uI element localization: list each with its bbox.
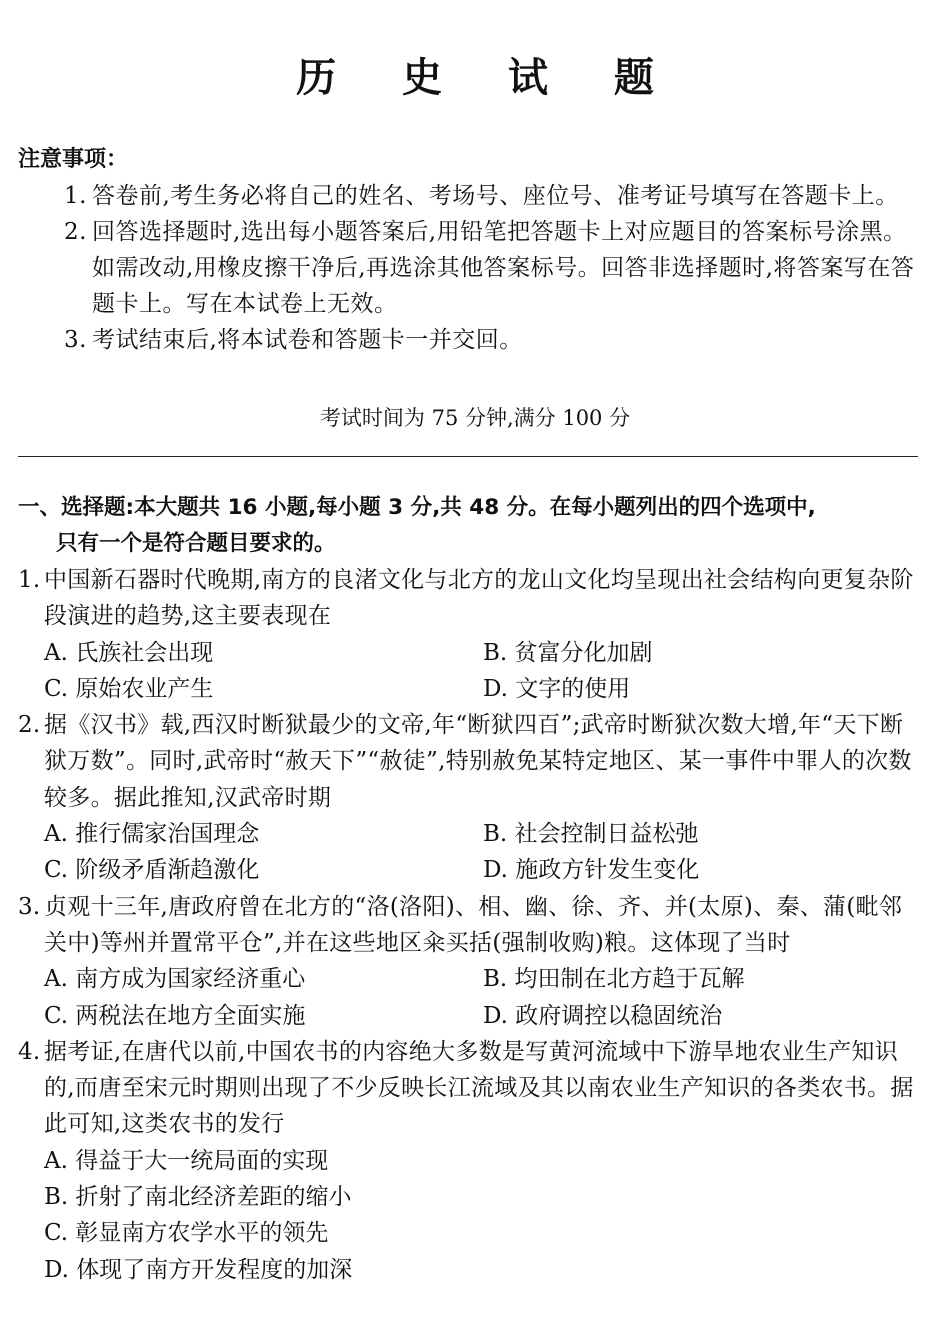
option-b: B. 贫富分化加剧 (483, 639, 653, 666)
option-row (44, 1215, 922, 1251)
option-a: A. 氏族社会出现 (44, 639, 214, 666)
notice-item (64, 178, 922, 214)
page-title: 历 史 试 题 (296, 55, 680, 101)
option-d: D. 政府调控以稳固统治 (483, 1002, 723, 1029)
option-b: B. 社会控制日益松弛 (483, 821, 699, 848)
section-heading (18, 490, 922, 562)
option-c: C. 彰显南方农学水平的领先 (44, 1220, 329, 1247)
option-group (18, 1143, 922, 1288)
option-row (44, 671, 922, 707)
question-number: 2. (18, 712, 41, 739)
notice-heading: 注意事项： (18, 147, 129, 172)
exam-time-note: 考试时间为 75 分钟,满分 100 分 (319, 406, 631, 430)
question-stem (18, 707, 922, 816)
question-number: 4. (18, 1038, 41, 1065)
option-row (44, 816, 922, 852)
section-heading-line1: 一、选择题:本大题共 16 小题,每小题 3 分,共 48 分。在每小题列出的四个选项中, (18, 495, 816, 520)
option-row (44, 961, 922, 997)
section-heading-line2: 只有一个是符合题目要求的。 (56, 531, 336, 556)
notice-item (64, 322, 922, 358)
option-b: B. 折射了南北经济差距的缩小 (44, 1184, 352, 1211)
question-stem (18, 1034, 922, 1143)
question-4 (18, 1034, 922, 1288)
notice-item (64, 214, 922, 322)
option-d: D. 文字的使用 (483, 675, 631, 702)
question-1 (18, 562, 922, 707)
option-row (44, 1143, 922, 1179)
section-divider (18, 456, 918, 457)
option-row (44, 852, 922, 888)
option-group (18, 961, 922, 1034)
option-a: A. 推行儒家治国理念 (44, 821, 260, 848)
question-text: 中国新石器时代晚期,南方的良渚文化与北方的龙山文化均呈现出社会结构向更复杂阶段演进的趋势,这主要表现在 (44, 567, 914, 630)
notice-item-number: 1. (64, 183, 87, 209)
question-number: 3. (18, 893, 41, 920)
question-list (18, 562, 922, 1288)
option-row (44, 1179, 922, 1215)
question-text: 据考证,在唐代以前,中国农书的内容绝大多数是写黄河流域中下游旱地农业生产知识的,而唐至宋元时期则出现了不少反映长江流域及其以南农业生产知识的各类农书。据此可知,这类农书的发行 (44, 1038, 914, 1138)
notice-item-number: 3. (64, 327, 87, 353)
question-3 (18, 889, 922, 1034)
question-text: 据《汉书》载,西汉时断狱最少的文帝,年“断狱四百”;武帝时断狱次数大增,年“天下断狱万数”。同时,武帝时“赦天下”“赦徒”,特别赦免某特定地区、某一事件中罪人的次数较多。据此推知,汉武帝时期 (44, 712, 912, 811)
option-d: D. 施政方针发生变化 (483, 857, 700, 884)
question-text: 贞观十三年,唐政府曾在北方的“洛(洛阳)、相、幽、徐、齐、并(太原)、秦、蒲(毗邻关中)等州并置常平仓”,并在这些地区籴买括(强制收购)粮。这体现了当时 (44, 893, 903, 956)
option-c: C. 两税法在地方全面实施 (44, 1002, 306, 1029)
option-group (18, 816, 922, 889)
question-2 (18, 707, 922, 888)
option-row (44, 998, 922, 1034)
notice-item-text: 答卷前,考生务必将自己的姓名、考场号、座位号、准考证号填写在答题卡上。 (92, 183, 899, 209)
question-stem (18, 889, 922, 962)
option-a: A. 得益于大一统局面的实现 (44, 1147, 329, 1174)
question-stem (18, 562, 922, 635)
option-b: B. 均田制在北方趋于瓦解 (483, 966, 745, 993)
notice-list (64, 178, 922, 358)
question-number: 1. (18, 567, 41, 593)
option-d: D. 体现了南方开发程度的加深 (44, 1256, 353, 1283)
option-row (44, 635, 922, 671)
option-row (44, 1252, 922, 1288)
notice-item-text: 考试结束后,将本试卷和答题卡一并交回。 (92, 327, 523, 353)
option-c: C. 原始农业产生 (44, 675, 214, 702)
option-a: A. 南方成为国家经济重心 (44, 966, 306, 993)
notice-item-number: 2. (64, 219, 87, 245)
option-c: C. 阶级矛盾渐趋激化 (44, 857, 260, 884)
option-group (18, 635, 922, 708)
notice-item-text: 回答选择题时,选出每小题答案后,用铅笔把答题卡上对应题目的答案标号涂黑。如需改动,用橡皮擦干净后,再选涂其他答案标号。回答非选择题时,将答案写在答题卡上。写在本试卷上无效。 (92, 219, 915, 317)
